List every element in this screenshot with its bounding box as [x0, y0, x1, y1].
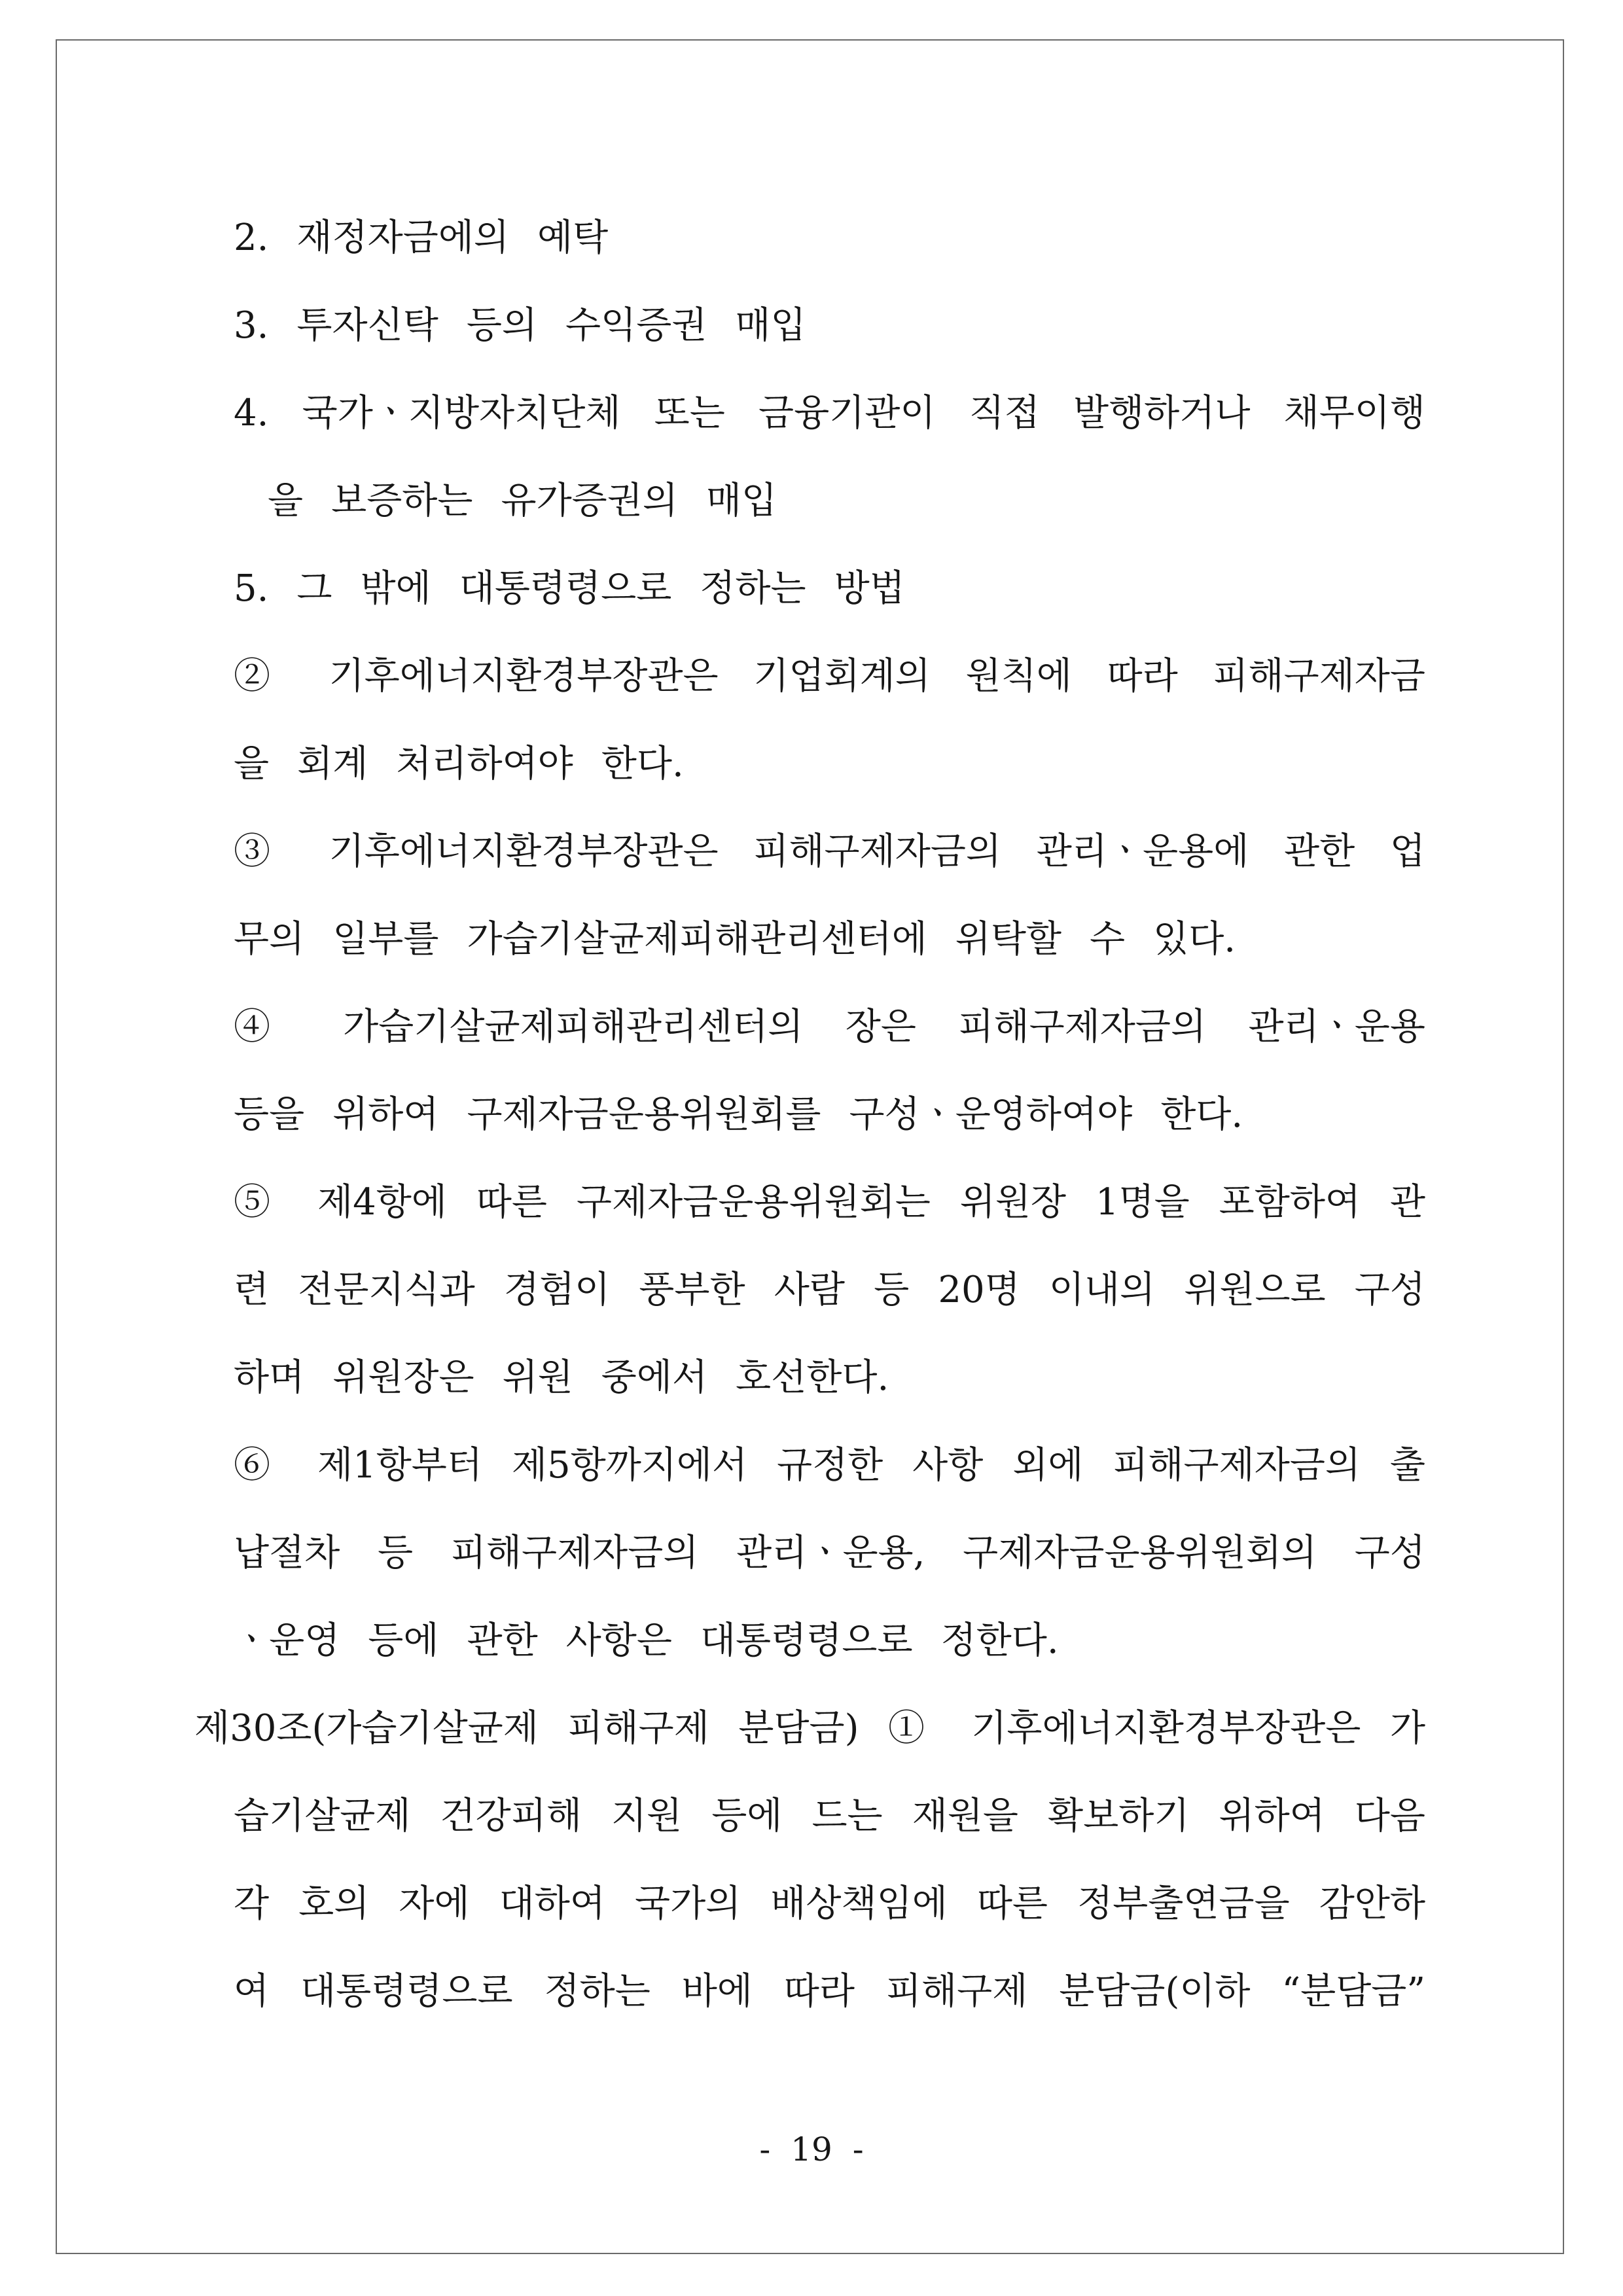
article-30-heading: 제30조(가습기살균제 피해구제 분담금) ① 기후에너지환경부장관은 가	[194, 1707, 1425, 1750]
paragraph-5: ⑤ 제4항에 따른 구제자금운용위원회는 위원장 1명을 포함하여 관	[234, 1181, 1425, 1224]
paragraph-5-continued: 련 전문지식과 경험이 풍부한 사람 등 20명 이내의 위원으로 구성	[234, 1269, 1425, 1311]
paragraph-6-continued: ㆍ운영 등에 관한 사항은 대통령령으로 정한다.	[234, 1619, 1059, 1662]
list-item-5: 5. 그 밖에 대통령령으로 정하는 방법	[234, 567, 905, 610]
paragraph-3: ③ 기후에너지환경부장관은 피해구제자금의 관리ㆍ운용에 관한 업	[234, 830, 1425, 873]
paragraph-6-continued: 납절차 등 피해구제자금의 관리ㆍ운용, 구제자금운용위원회의 구성	[234, 1532, 1425, 1574]
article-30-continued: 습기살균제 건강피해 지원 등에 드는 재원을 확보하기 위하여 다음	[234, 1795, 1425, 1837]
document-body	[194, 194, 1425, 2036]
list-item-4-continued: 을 보증하는 유가증권의 매입	[268, 480, 777, 522]
list-item-2: 2. 재정자금에의 예탁	[234, 217, 609, 259]
paragraph-4-continued: 등을 위하여 구제자금운용위원회를 구성ㆍ운영하여야 한다.	[234, 1093, 1243, 1136]
article-30-continued: 여 대통령령으로 정하는 바에 따라 피해구제 분담금(이하 “분담금”	[234, 1970, 1425, 2013]
paragraph-4: ④ 가습기살균제피해관리센터의 장은 피해구제자금의 관리ㆍ운용	[234, 1006, 1425, 1048]
list-item-3: 3. 투자신탁 등의 수익증권 매입	[234, 304, 806, 347]
page-number: - 19 -	[759, 2130, 864, 2168]
paragraph-6: ⑥ 제1항부터 제5항까지에서 규정한 사항 외에 피해구제자금의 출	[234, 1444, 1425, 1487]
article-30-continued: 각 호의 자에 대하여 국가의 배상책임에 따른 정부출연금을 감안하	[234, 1882, 1425, 1925]
paragraph-2: ② 기후에너지환경부장관은 기업회계의 원칙에 따라 피해구제자금	[234, 655, 1425, 698]
paragraph-5-continued: 하며 위원장은 위원 중에서 호선한다.	[234, 1356, 889, 1399]
list-item-4: 4. 국가ㆍ지방자치단체 또는 금융기관이 직접 발행하거나 채무이행	[234, 392, 1425, 434]
paragraph-3-continued: 무의 일부를 가습기살균제피해관리센터에 위탁할 수 있다.	[234, 918, 1236, 961]
paragraph-2-continued: 을 회계 처리하여야 한다.	[234, 743, 684, 785]
